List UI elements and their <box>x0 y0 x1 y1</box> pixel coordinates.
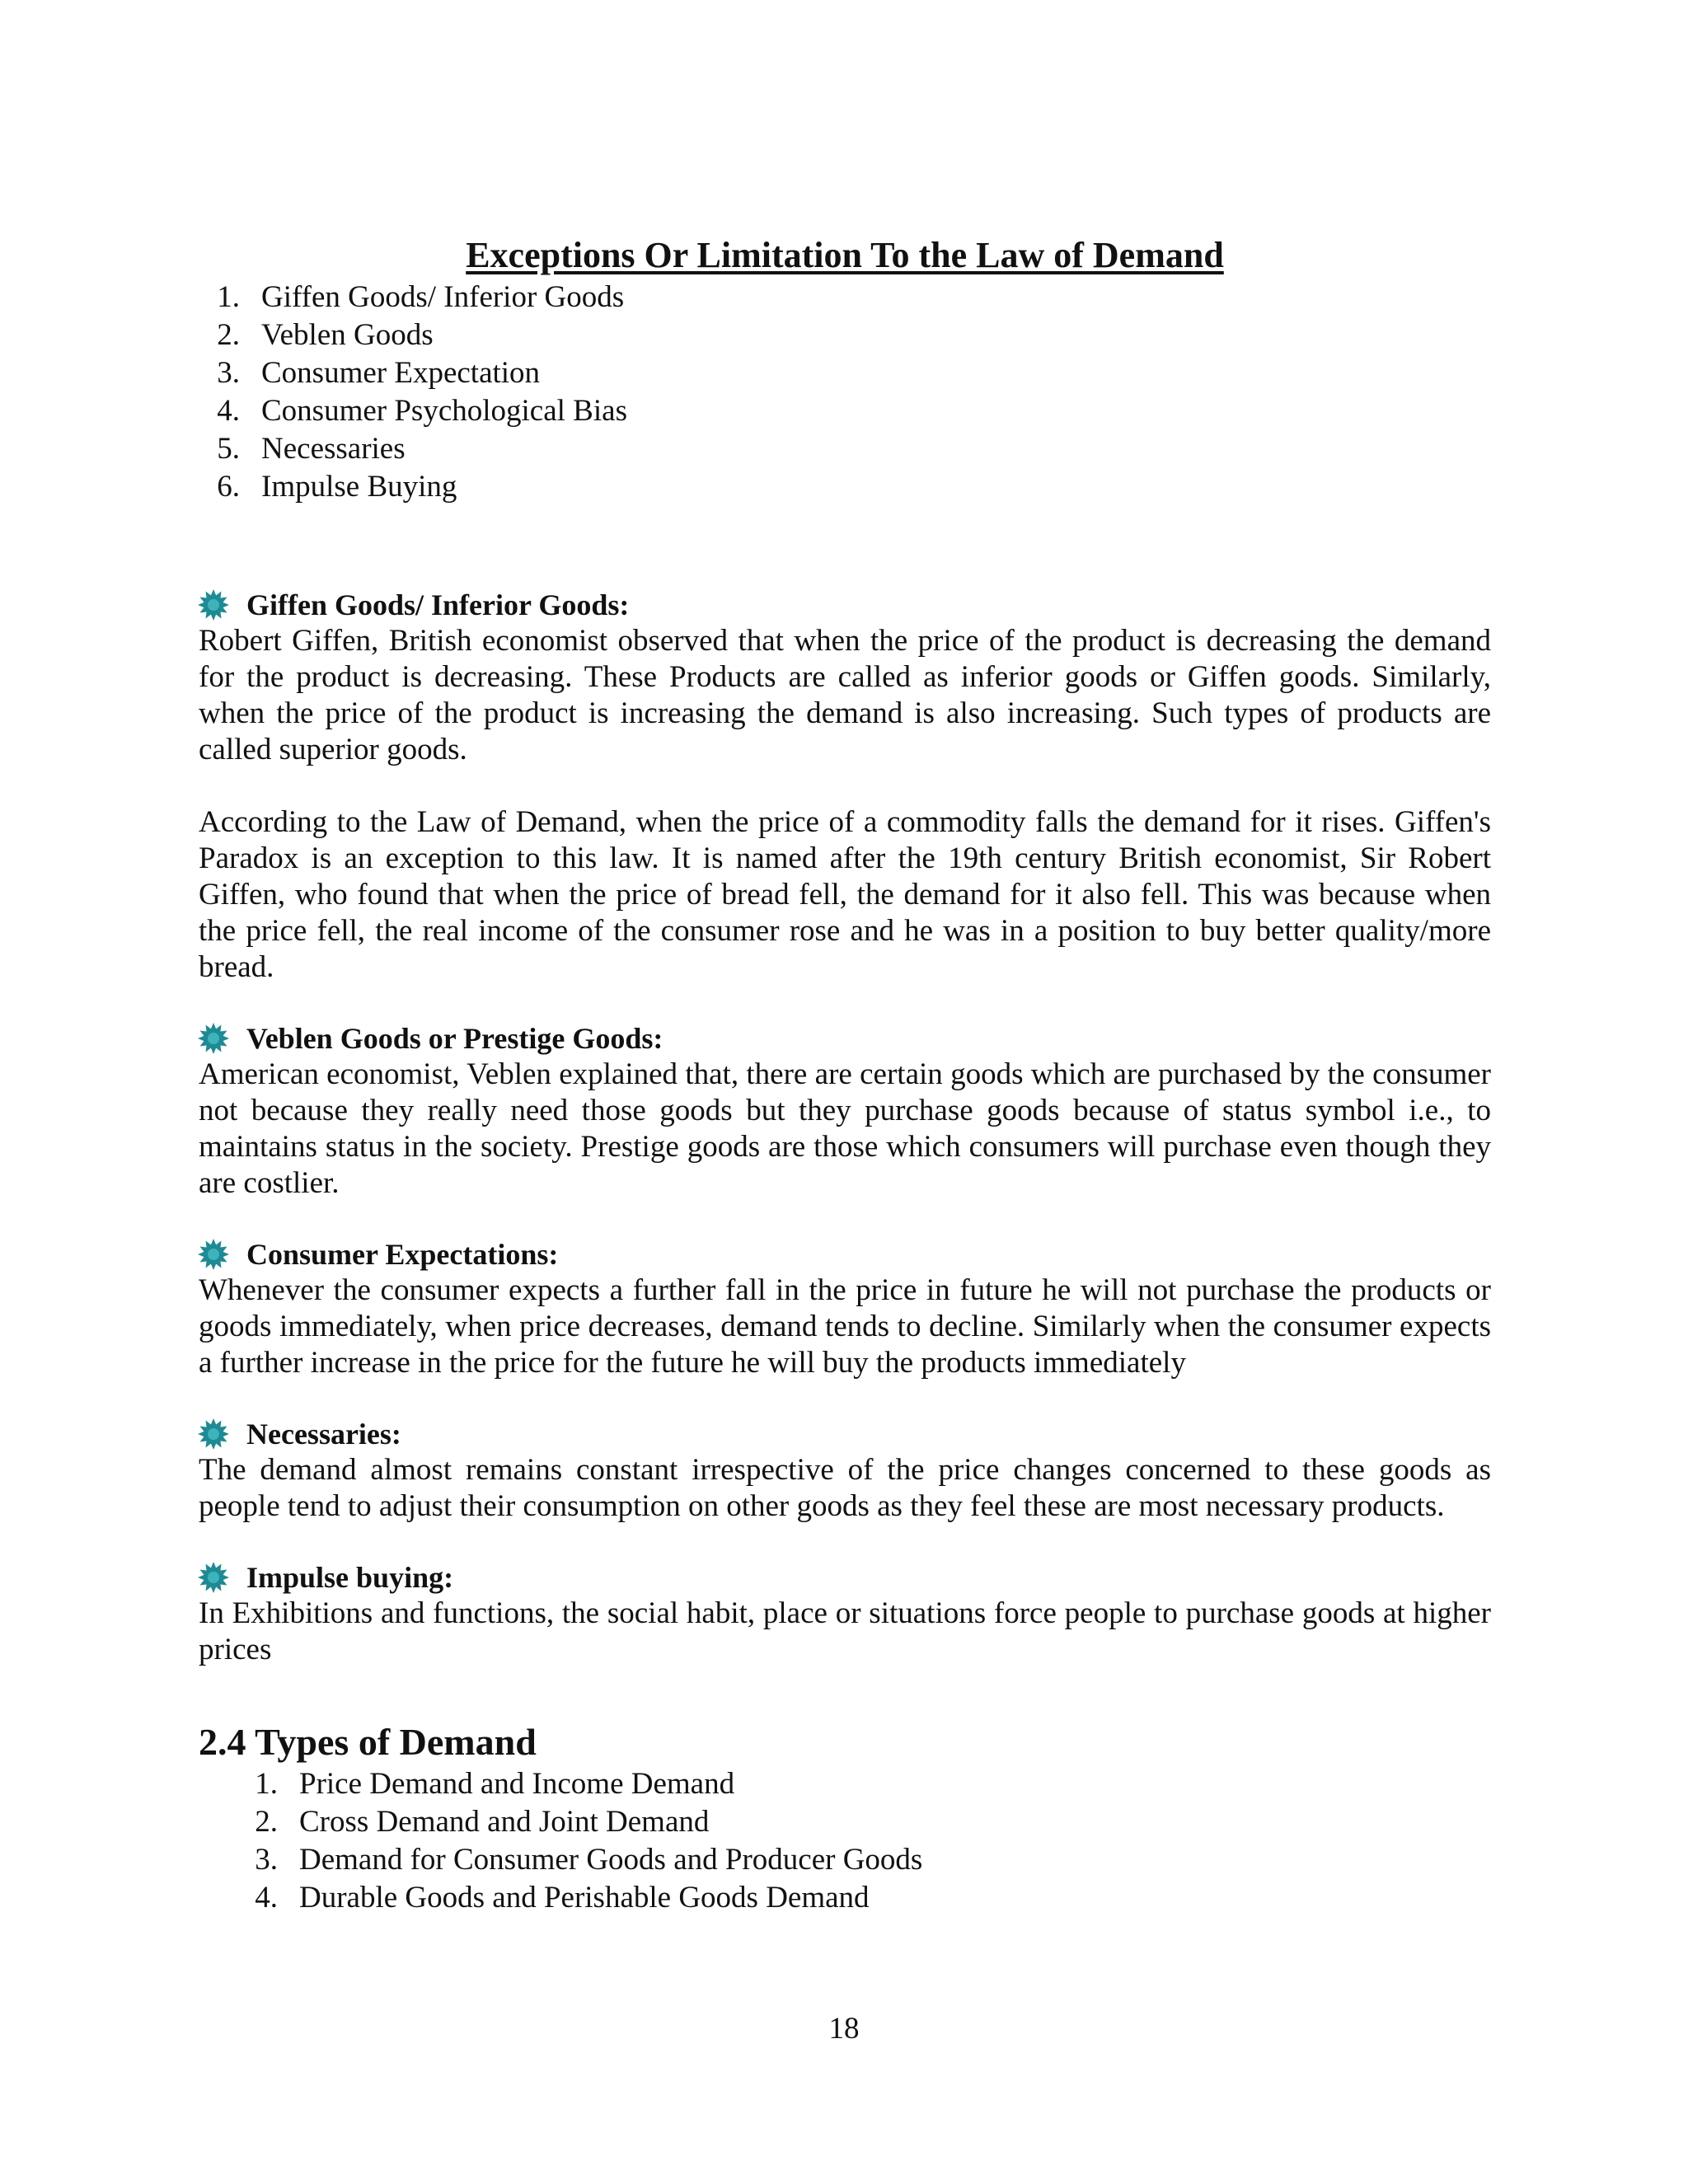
list-number: 4. <box>217 394 240 428</box>
list-item <box>199 316 1491 354</box>
list-number: 1. <box>255 1767 278 1801</box>
list-item <box>199 392 1491 430</box>
starburst-bullet-icon <box>197 1418 230 1451</box>
list-item <box>199 1879 1491 1917</box>
list-number: 1. <box>217 280 240 314</box>
section-heading <box>197 1559 1491 1596</box>
list-label: Cross Demand and Joint Demand <box>299 1805 710 1839</box>
paragraph: American economist, Veblen explained that, there are certain goods which are purchased by the consumer not because they really need those goods but they purchase goods because of status symbol i.e., to maintains status in the society. Prestige goods are those which consumers will purchase even though they are costlier. <box>199 1057 1491 1200</box>
starburst-bullet-icon <box>197 1561 230 1594</box>
list-label: Necessaries <box>261 432 406 466</box>
list-item <box>199 1841 1491 1879</box>
section-heading-text: Veblen Goods or Prestige Goods: <box>246 1022 663 1055</box>
list-number: 4. <box>255 1881 278 1915</box>
list-item <box>199 354 1491 392</box>
list-label: Impulse Buying <box>261 470 457 504</box>
exceptions-list <box>199 279 1491 506</box>
list-number: 3. <box>217 356 240 390</box>
section-consumer-expectations <box>199 1236 1491 1381</box>
list-label: Veblen Goods <box>261 318 434 352</box>
section-veblen-goods <box>199 1020 1491 1202</box>
section-giffen-goods <box>199 587 1491 986</box>
list-item <box>199 279 1491 316</box>
starburst-bullet-icon <box>197 588 230 621</box>
section-heading-text: Giffen Goods/ Inferior Goods: <box>246 588 630 621</box>
paragraph: According to the Law of Demand, when the price of a commodity falls the demand for it rises. Giffen's Paradox is an exception to this law. It is named after the 19th century British economist, Sir Robert Giffen, who found that when the price of bread fell, the demand for it also fell. This was because when the price fell, the real income of the consumer rose and he was in a position to buy better quality/more bread. <box>199 805 1491 984</box>
starburst-bullet-icon <box>197 1238 230 1271</box>
section-necessaries <box>199 1416 1491 1525</box>
section-heading-text: Necessaries: <box>246 1418 401 1451</box>
list-label: Demand for Consumer Goods and Producer Goods <box>299 1843 923 1877</box>
section-heading <box>197 1416 1491 1452</box>
paragraph: The demand almost remains constant irrespective of the price changes concerned to these goods as people tend to adjust their consumption on other goods as they feel these are most necessary products. <box>199 1453 1491 1523</box>
list-label: Consumer Expectation <box>261 356 541 390</box>
list-number: 6. <box>217 470 240 504</box>
types-of-demand-heading: 2.4 Types of Demand <box>199 1721 537 1763</box>
list-label: Consumer Psychological Bias <box>261 394 627 428</box>
page-title: Exceptions Or Limitation To the Law of Demand <box>466 235 1224 275</box>
section-impulse-buying <box>199 1559 1491 1668</box>
list-item <box>199 430 1491 468</box>
paragraph: In Exhibitions and functions, the social habit, place or situations force people to purchase goods at higher prices <box>199 1596 1491 1666</box>
page-content <box>199 232 1491 1917</box>
section-heading-text: Consumer Expectations: <box>246 1238 559 1271</box>
paragraph: Robert Giffen, British economist observed that when the price of the product is decreasing the demand for the product is decreasing. These Products are called as inferior goods or Giffen goods. Similarly, when the price of the product is increasing the demand is also increasing. Such types of products are called superior goods. <box>199 624 1491 766</box>
section-heading-text: Impulse buying: <box>246 1561 454 1594</box>
list-number: 2. <box>255 1805 278 1839</box>
list-label: Price Demand and Income Demand <box>299 1767 735 1801</box>
list-item <box>199 468 1491 506</box>
types-list <box>199 1765 1491 1917</box>
section-heading <box>197 1020 1491 1057</box>
page-number: 18 <box>828 2012 860 2046</box>
list-item <box>199 1765 1491 1803</box>
starburst-bullet-icon <box>197 1022 230 1055</box>
section-heading <box>197 587 1491 623</box>
list-number: 5. <box>217 432 240 466</box>
list-label: Giffen Goods/ Inferior Goods <box>261 280 625 314</box>
list-item <box>199 1803 1491 1841</box>
list-label: Durable Goods and Perishable Goods Demand <box>299 1881 870 1915</box>
paragraph: Whenever the consumer expects a further fall in the price in future he will not purchase the products or goods immediately, when price decreases, demand tends to decline. Similarly when the consumer expects a further increase in the price for the future he will buy the products immediately <box>199 1273 1491 1380</box>
section-heading <box>197 1236 1491 1272</box>
list-number: 3. <box>255 1843 278 1877</box>
list-number: 2. <box>217 318 240 352</box>
